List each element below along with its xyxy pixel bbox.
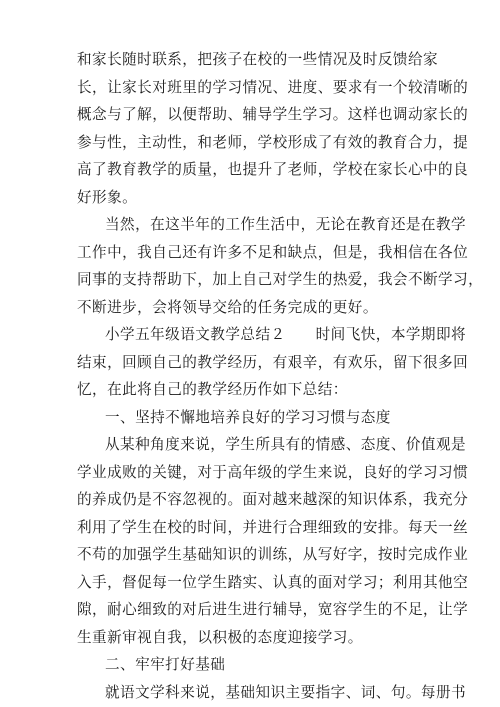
paragraph-line: 不苟的加强学生基础知识的训练，从写好字，按时完成作业 bbox=[77, 546, 469, 563]
section-heading: 一、坚持不懈地培养良好的学习习惯与态度 bbox=[105, 409, 391, 426]
paragraph-line: 同事的支持帮助下，加上自己对学生的热爱，我会不断学习， bbox=[77, 271, 484, 288]
paragraph-line: 概念与了解，以便帮助、辅导学生学习。这样也调动家长的 bbox=[77, 106, 469, 123]
paragraph-line: 工作中，我自己还有许多不足和缺点，但是，我相信在各位 bbox=[77, 244, 469, 261]
section-heading: 二、牢牢打好基础 bbox=[105, 656, 226, 673]
paragraph-line: 和家长随时联系，把孩子在校的一些情况及时反馈给家 bbox=[77, 51, 439, 68]
paragraph-line: 参与性，主动性，和老师，学校形成了有效的教育合力，提 bbox=[77, 134, 469, 151]
paragraph-line: 不断进步，会将领导交给的任务完成的更好。 bbox=[77, 299, 378, 316]
paragraph-line: 学业成败的关键，对于高年级的学生来说，良好的学习习惯 bbox=[77, 464, 469, 481]
paragraph-line: 当然，在这半年的工作生活中，无论在教育还是在教学 bbox=[105, 216, 467, 233]
paragraph-line: 忆，在此将自己的教学经历作如下总结： bbox=[77, 381, 348, 398]
paragraph-line: 结束，回顾自己的教学经历，有艰辛，有欢乐，留下很多回 bbox=[77, 354, 469, 371]
paragraph-line: 长，让家长对班里的学习情况、进度、要求有一个较清晰的 bbox=[77, 79, 469, 96]
paragraph-line: 入手，督促每一位学生踏实、认真的面对学习；利用其他空 bbox=[77, 574, 469, 591]
paragraph-line: 小学五年级语文教学总结２ 时间飞快，本学期即将 bbox=[105, 326, 467, 343]
paragraph-line: 好形象。 bbox=[77, 189, 138, 206]
paragraph-line: 生重新审视自我，以积极的态度迎接学习。 bbox=[77, 629, 363, 646]
paragraph-line: 就语文学科来说，基础知识主要指字、词、句。每册书 bbox=[105, 684, 467, 701]
paragraph-line: 高了教育教学的质量，也提升了老师，学校在家长心中的良 bbox=[77, 161, 469, 178]
paragraph-line: 的养成仍是不容忽视的。面对越来越深的知识体系，我充分 bbox=[77, 491, 469, 508]
paragraph-line: 隙，耐心细致的对后进生进行辅导，宽容学生的不足，让学 bbox=[77, 601, 469, 618]
paragraph-line: 利用了学生在校的时间，并进行合理细致的安排。每天一丝 bbox=[77, 519, 469, 536]
paragraph-line: 从某种角度来说，学生所具有的情感、态度、价值观是 bbox=[105, 436, 467, 453]
